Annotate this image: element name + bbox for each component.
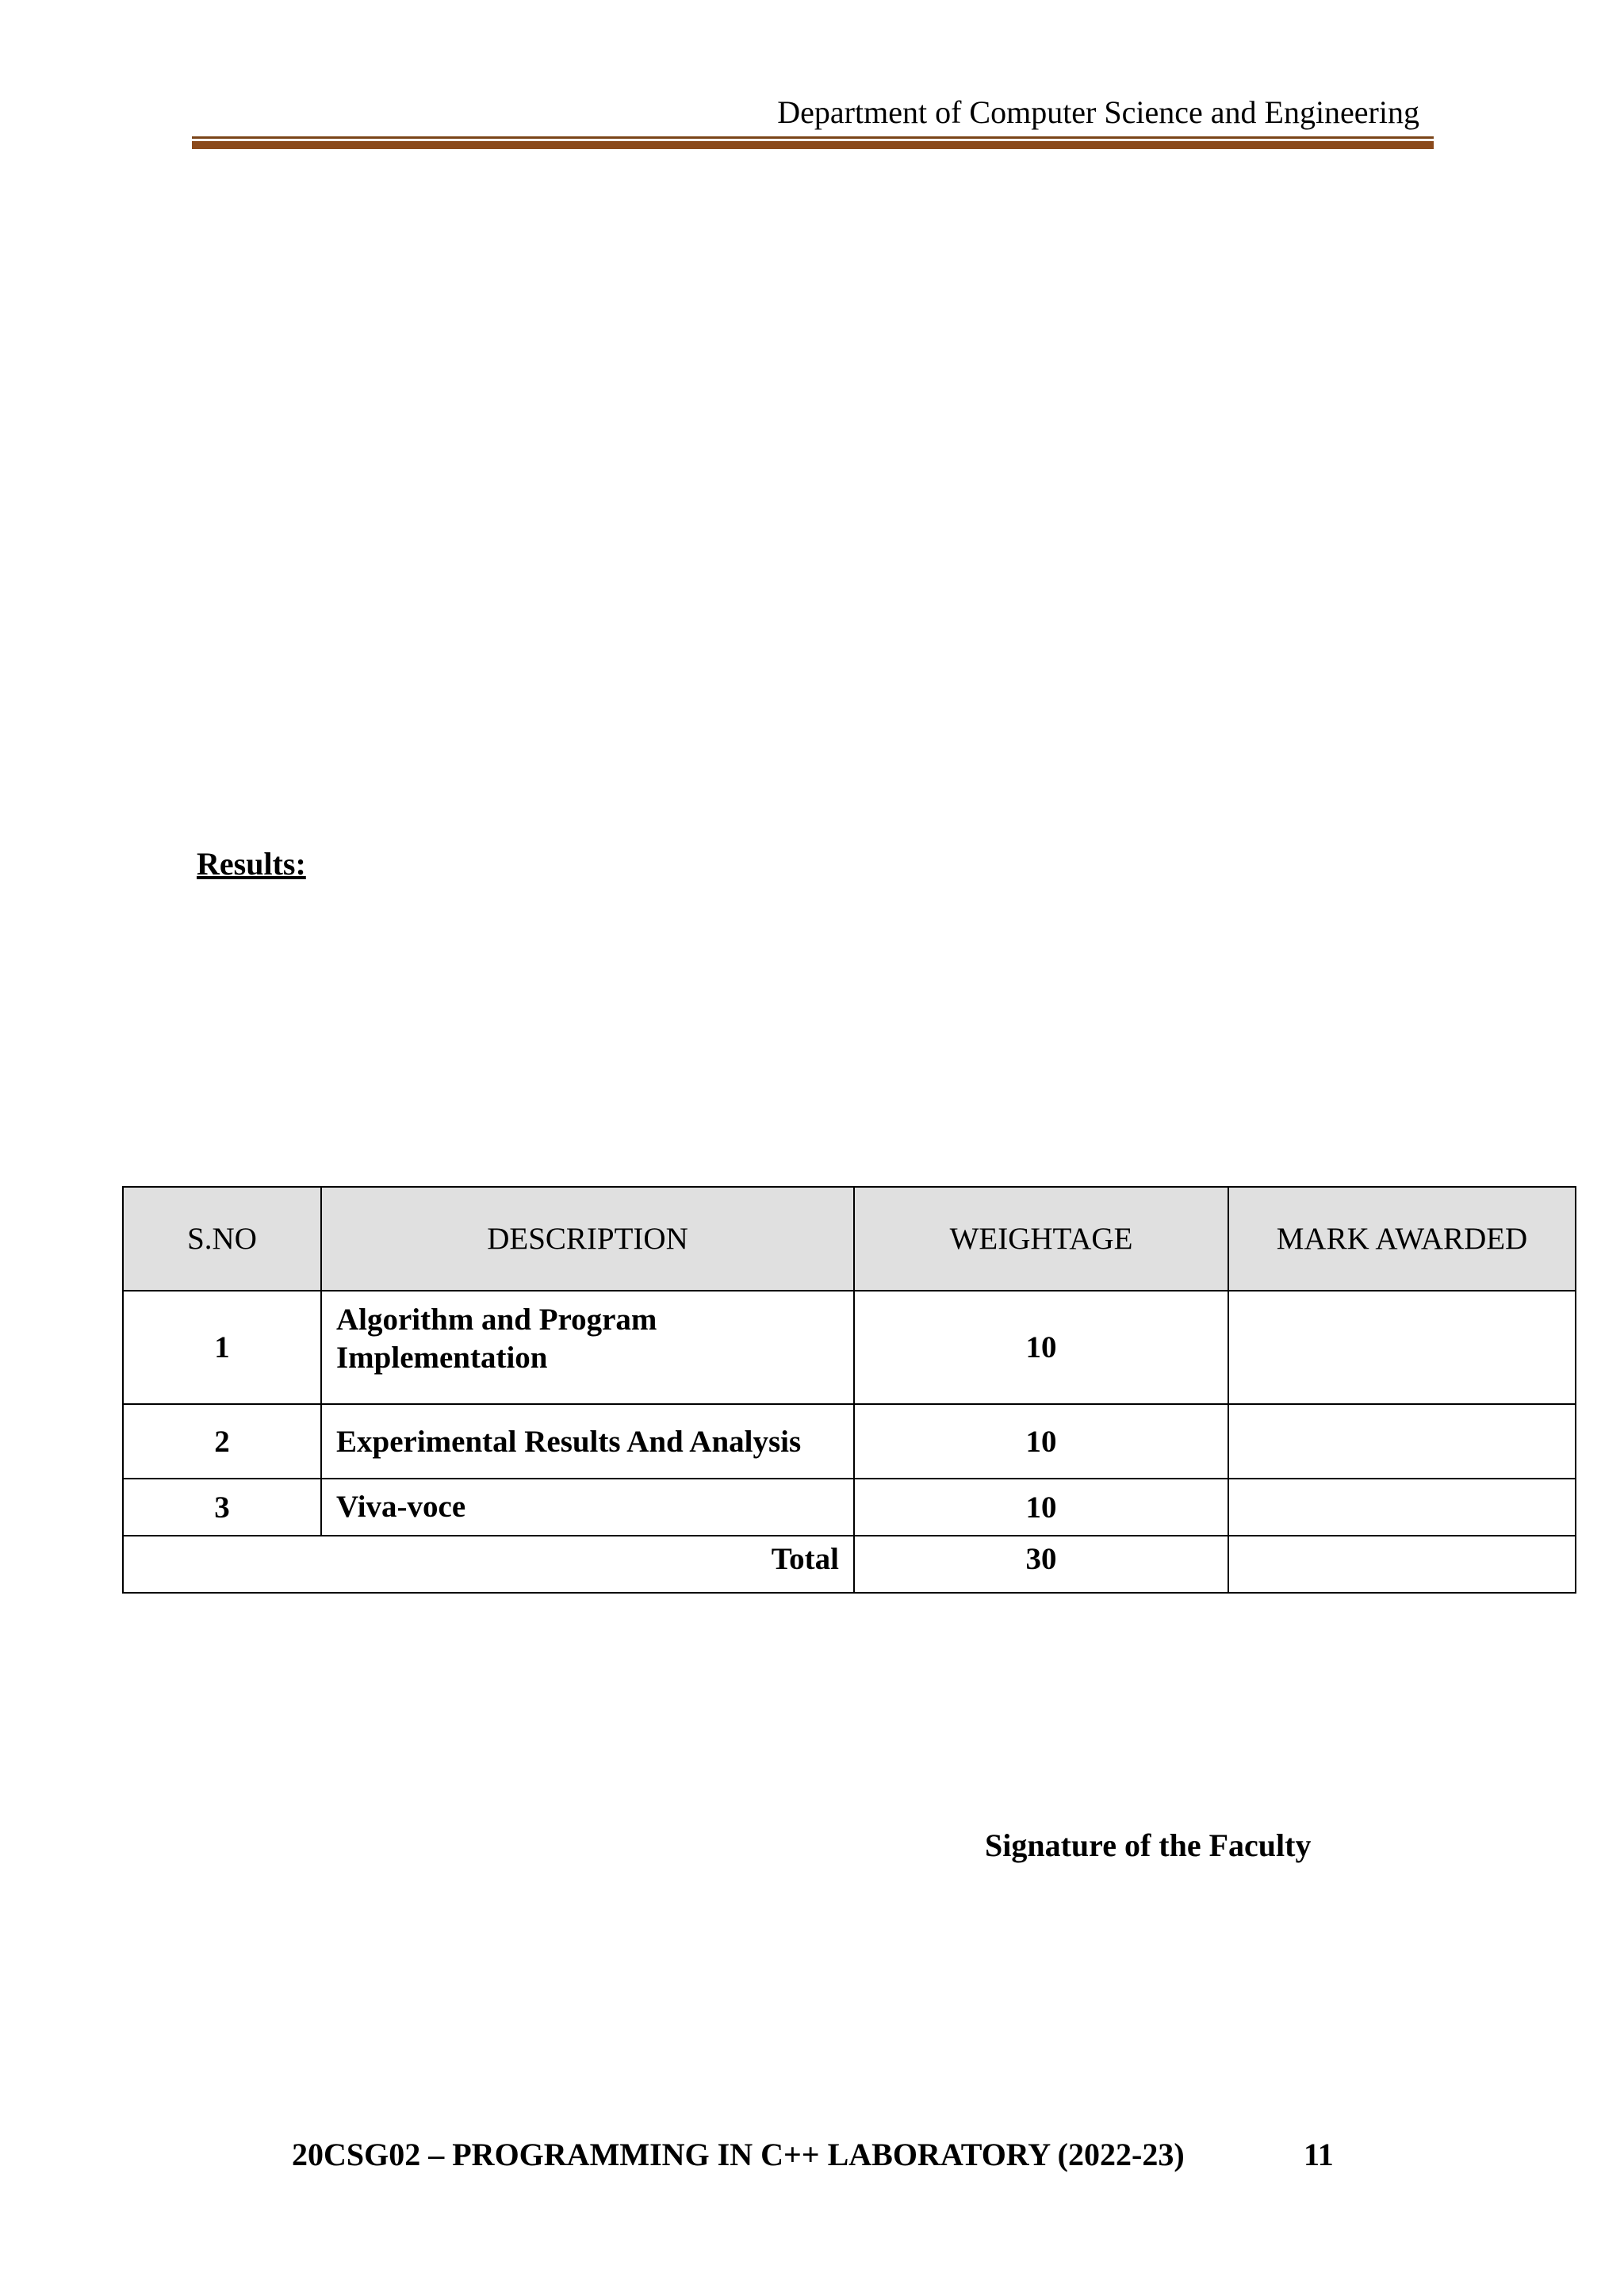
column-header-mark-awarded: MARK AWARDED [1228,1187,1576,1291]
row-sno: 1 [123,1291,321,1404]
faculty-signature-label: Signature of the Faculty [985,1827,1312,1863]
table-row [123,1291,1576,1404]
row-description-text: Experimental Results And Analysis [336,1425,802,1459]
total-label-cell [123,1536,854,1593]
row-sno: 3 [123,1479,321,1536]
total-weightage-cell [854,1536,1228,1593]
row-weightage: 10 [854,1404,1228,1479]
total-label: Total [771,1541,839,1576]
footer-page-number: 11 [1304,2137,1334,2172]
department-header: Department of Computer Science and Engineering [777,94,1419,130]
column-header-weightage: WEIGHTAGE [854,1187,1228,1291]
row-description [321,1404,854,1479]
row-mark-awarded [1228,1404,1576,1479]
table-row [123,1479,1576,1536]
table-header-row [123,1187,1576,1291]
row-mark-awarded [1228,1479,1576,1536]
column-header-sno: S.NO [123,1187,321,1291]
row-description [321,1479,854,1536]
column-header-description: DESCRIPTION [321,1187,854,1291]
results-heading: Results: [197,846,306,882]
table-total-row [123,1536,1576,1593]
row-weightage: 10 [854,1291,1228,1404]
header-divider-thick [192,141,1434,149]
marks-table [122,1186,1576,1594]
table-row [123,1404,1576,1479]
footer-course-title: 20CSG02 – PROGRAMMING IN C++ LABORATORY (2022-23) [292,2137,1185,2172]
row-description-text: Viva-voce [336,1490,466,1524]
header-divider-thin [192,136,1434,139]
row-mark-awarded [1228,1291,1576,1404]
row-description [321,1291,854,1404]
total-mark-awarded [1228,1536,1576,1593]
total-weightage: 30 [1025,1541,1057,1576]
row-weightage: 10 [854,1479,1228,1536]
row-description-text: Algorithm and Program Implementation [336,1302,657,1375]
row-sno: 2 [123,1404,321,1479]
